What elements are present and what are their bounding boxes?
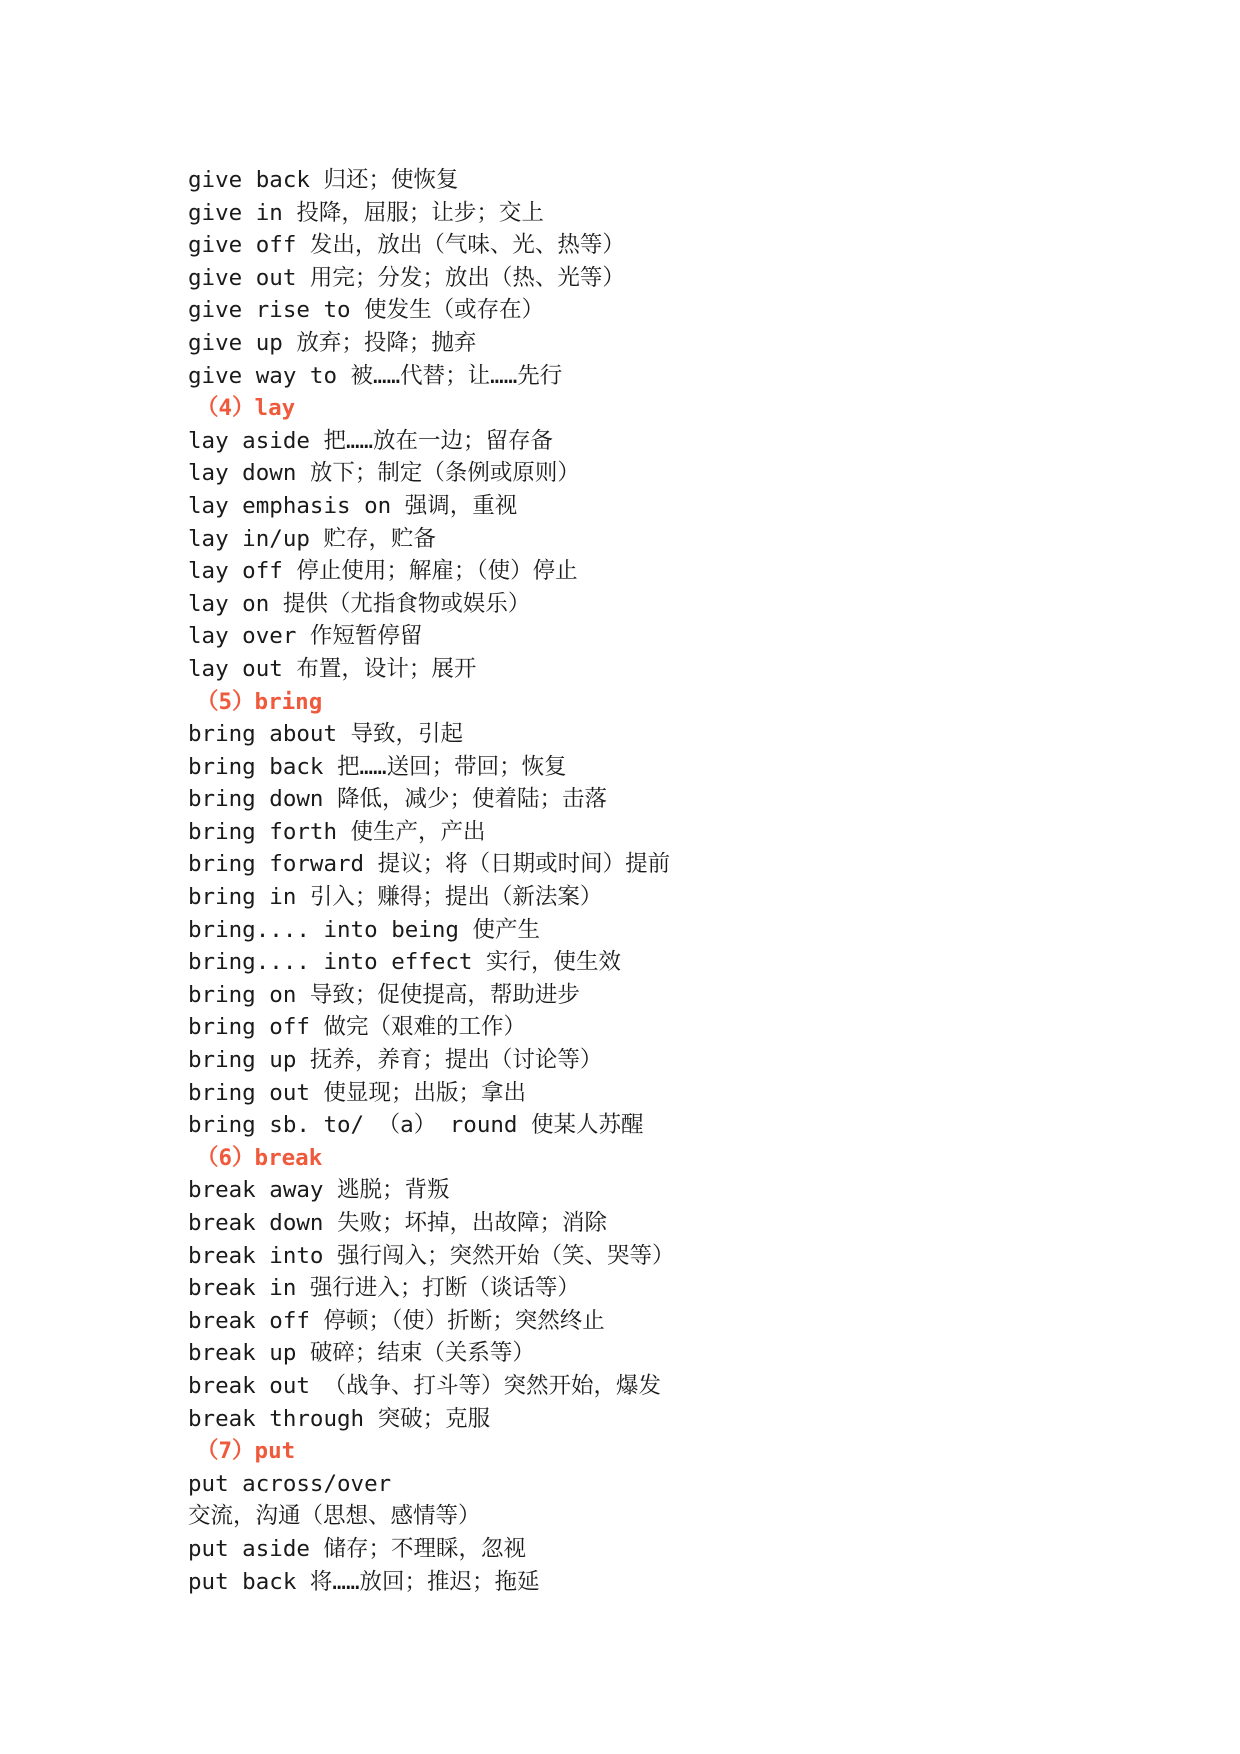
phrase-entry: break into 强行闯入；突然开始（笑、哭等） <box>188 1242 675 1269</box>
phrase-entry: lay down 放下；制定（条例或原则） <box>188 460 580 487</box>
phrase-entry: bring back 把……送回；带回；恢复 <box>188 753 567 780</box>
phrase-entry: give off 发出，放出（气味、光、热等） <box>188 232 625 259</box>
phrase-entry: bring sb. to/ （a） round 使某人苏醒 <box>188 1112 644 1139</box>
phrase-entry: bring forth 使生产，产出 <box>188 818 486 845</box>
phrase-entry: lay on 提供（尤指食物或娱乐） <box>188 590 531 617</box>
phrase-entry: break off 停顿；（使）折断；突然终止 <box>188 1307 605 1334</box>
phrase-entry: lay emphasis on 强调，重视 <box>188 492 518 519</box>
section-heading: （5）bring <box>196 688 323 715</box>
phrase-entry: put across/over <box>188 1470 392 1497</box>
phrase-entry: bring about 导致，引起 <box>188 721 464 748</box>
phrase-entry: give rise to 使发生（或存在） <box>188 297 545 324</box>
phrase-entry: give in 投降，屈服；让步；交上 <box>188 199 544 226</box>
phrase-entry: lay over 作短暂停留 <box>188 623 423 650</box>
phrase-entry: lay in/up 贮存，贮备 <box>188 525 436 552</box>
phrase-entry: break down 失败；坏掉，出故障；消除 <box>188 1210 608 1236</box>
phrase-entry: bring.... into effect 实行，使生效 <box>188 949 622 976</box>
phrase-entry: bring on 导致；促使提高，帮助进步 <box>188 981 580 1008</box>
phrase-entry: give back 归还；使恢复 <box>188 167 459 193</box>
phrase-entry: break out （战争、打斗等）突然开始，爆发 <box>188 1372 661 1399</box>
section-heading: （7）put <box>196 1438 296 1465</box>
phrase-entry: give way to 被……代替；让……先行 <box>188 362 563 389</box>
phrase-entry: give out 用完；分发；放出（热、光等） <box>188 264 625 291</box>
phrase-entry: lay off 停止使用；解雇；（使）停止 <box>188 558 578 585</box>
phrase-entry: bring forward 提议；将（日期或时间）提前 <box>188 851 671 878</box>
phrase-entry: 交流，沟通（思想、感情等） <box>188 1503 481 1530</box>
phrase-entry: bring out 使显现；出版；拿出 <box>188 1079 526 1106</box>
phrase-entry: break in 强行进入；打断（谈话等） <box>188 1275 580 1302</box>
phrase-entry: lay aside 把……放在一边；留存备 <box>188 427 554 454</box>
document-page <box>188 164 1188 1598</box>
section-heading: （6）break <box>196 1144 323 1171</box>
phrase-entry: give up 放弃；投降；抛弃 <box>188 329 477 356</box>
phrase-entry: break up 破碎；结束（关系等） <box>188 1340 535 1367</box>
phrase-entry: break through 突破；克服 <box>188 1405 491 1432</box>
phrase-entry: put aside 储存；不理睬，忽视 <box>188 1535 526 1562</box>
phrase-entry: lay out 布置，设计；展开 <box>188 655 477 682</box>
phrase-entry: bring in 引入；赚得；提出（新法案） <box>188 884 603 911</box>
section-heading: （4）lay <box>196 395 296 422</box>
phrase-entry: bring off 做完（艰难的工作） <box>188 1014 526 1041</box>
phrase-entry: break away 逃脱；背叛 <box>188 1177 450 1204</box>
phrase-entry: put back 将……放回；推迟；拖延 <box>188 1568 540 1595</box>
phrase-entry: bring.... into being 使产生 <box>188 916 540 943</box>
phrase-entry: bring down 降低，减少；使着陆；击落 <box>188 786 608 813</box>
phrase-entry: bring up 抚养，养育；提出（讨论等） <box>188 1047 603 1074</box>
